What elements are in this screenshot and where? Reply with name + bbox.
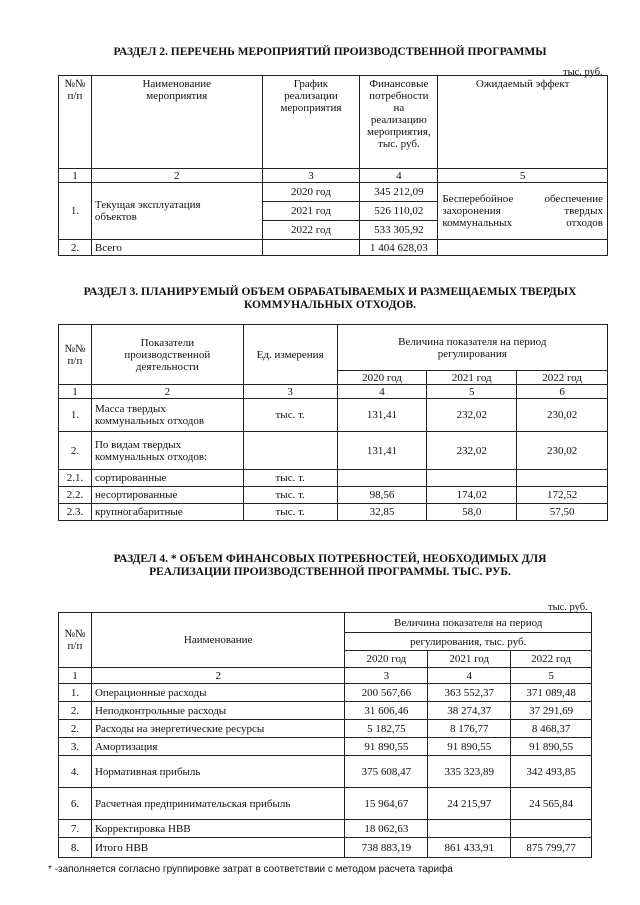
s2-row2-amount: 1 404 628,03 — [360, 240, 438, 256]
s4-row1-v2021: 363 552,37 — [428, 684, 511, 702]
s3-row4-v2021: 174,02 — [427, 487, 517, 504]
s4-row7-name: Корректировка НВВ — [91, 820, 345, 838]
s4-colnum-2: 2 — [91, 668, 345, 684]
s4-row8-name: Итого НВВ — [91, 838, 345, 858]
s2-row1-amount-2021: 526 110,02 — [360, 202, 438, 221]
s4-row5-num: 4. — [59, 756, 92, 788]
s4-row8-num: 8. — [59, 838, 92, 858]
s3-header-value: Величина показателя на период регулирования — [337, 325, 607, 371]
s2-row1-num: 1. — [59, 183, 92, 240]
s4-row5-name: Нормативная прибыль — [91, 756, 345, 788]
s4-colnum-4: 4 — [428, 668, 511, 684]
s3-row2-name: По видам твердых коммунальных отходов: — [91, 432, 243, 470]
s3-row4-v2022: 172,52 — [517, 487, 608, 504]
s3-row4-name: несортированные — [91, 487, 243, 504]
s4-colnum-1: 1 — [59, 668, 92, 684]
s4-row1-v2020: 200 567,66 — [345, 684, 428, 702]
s3-row5-v2022: 57,50 — [517, 504, 608, 521]
s4-row3-v2022: 8 468,37 — [511, 720, 592, 738]
s3-row3-name: сортированные — [91, 470, 243, 487]
s4-header-year-2020: 2020 год — [345, 651, 428, 668]
s4-row8-v2021: 861 433,91 — [428, 838, 511, 858]
s4-row4-v2021: 91 890,55 — [428, 738, 511, 756]
s4-header-year-2021: 2021 год — [428, 651, 511, 668]
s3-row2-unit — [243, 432, 337, 470]
s4-row1-name: Операционные расходы — [91, 684, 345, 702]
section3-table — [58, 324, 608, 521]
s3-row4-unit: тыс. т. — [243, 487, 337, 504]
s4-row2-v2020: 31 606,46 — [345, 702, 428, 720]
s3-row4-v2020: 98,56 — [337, 487, 427, 504]
s4-row5-v2020: 375 608,47 — [345, 756, 428, 788]
s3-colnum-3: 3 — [243, 385, 337, 399]
s3-row3-v2020 — [337, 470, 427, 487]
s2-row2-empty-effect — [438, 240, 608, 256]
s4-colnum-5: 5 — [511, 668, 592, 684]
section4-title: РАЗДЕЛ 4. * ОБЪЕМ ФИНАНСОВЫХ ПОТРЕБНОСТЕЙ, НЕОБХОДИМЫХ ДЛЯ РЕАЛИЗАЦИИ ПРОИЗВОДСТВЕННОЙ ПРОГРАММЫ. ТЫС. РУБ. — [113, 553, 547, 578]
s3-row2-num: 2. — [59, 432, 92, 470]
s4-row4-num: 3. — [59, 738, 92, 756]
s2-row1-year-2021: 2021 год — [262, 202, 360, 221]
s2-colnum-2: 2 — [91, 169, 262, 183]
section3-title: РАЗДЕЛ 3. ПЛАНИРУЕМЫЙ ОБЪЕМ ОБРАБАТЫВАЕМЫХ И РАЗМЕЩАЕМЫХ ТВЕРДЫХ КОММУНАЛЬНЫХ ОТХОДОВ. — [83, 286, 577, 311]
s4-row5-v2021: 335 323,89 — [428, 756, 511, 788]
s2-header-finance: Финансовые потребности на реализацию мероприятия, тыс. руб. — [360, 76, 438, 169]
s3-row1-name: Масса твердых коммунальных отходов — [91, 399, 243, 432]
s3-row5-unit: тыс. т. — [243, 504, 337, 521]
s4-row6-num: 6. — [59, 788, 92, 820]
s3-header-year-2022: 2022 год — [517, 371, 608, 385]
s4-row2-num: 2. — [59, 702, 92, 720]
s3-row1-v2020: 131,41 — [337, 399, 427, 432]
s3-row5-num: 2.3. — [59, 504, 92, 521]
s4-row2-v2021: 38 274,37 — [428, 702, 511, 720]
s4-row6-v2020: 15 964,67 — [345, 788, 428, 820]
section4-table — [58, 612, 592, 858]
s4-row6-name: Расчетная предпринимательская прибыль — [91, 788, 345, 820]
s2-row1-amount-2022: 533 305,92 — [360, 221, 438, 240]
s2-colnum-5: 5 — [438, 169, 608, 183]
s4-row7-v2022 — [511, 820, 592, 838]
s3-row2-v2020: 131,41 — [337, 432, 427, 470]
s4-header-year-2022: 2022 год — [511, 651, 592, 668]
s4-header-num: №№ п/п — [59, 613, 92, 668]
s2-colnum-1: 1 — [59, 169, 92, 183]
s3-row5-name: крупногабаритные — [91, 504, 243, 521]
s4-row1-v2022: 371 089,48 — [511, 684, 592, 702]
s3-row5-v2020: 32,85 — [337, 504, 427, 521]
s4-row3-num: 2. — [59, 720, 92, 738]
section2-table — [58, 75, 608, 256]
s4-row8-v2022: 875 799,77 — [511, 838, 592, 858]
s2-row2-num: 2. — [59, 240, 92, 256]
s2-header-num: №№ п/п — [59, 76, 92, 169]
s2-row1-effect: Бесперебойное обеспечение захоронения твердых коммунальных отходов — [438, 183, 608, 240]
s2-colnum-3: 3 — [262, 169, 360, 183]
s4-row3-v2021: 8 176,77 — [428, 720, 511, 738]
s2-row2-name: Всего — [91, 240, 262, 256]
s4-row6-v2022: 24 565,84 — [511, 788, 592, 820]
s3-row1-v2021: 232,02 — [427, 399, 517, 432]
s4-row8-v2020: 738 883,19 — [345, 838, 428, 858]
s3-header-year-2021: 2021 год — [427, 371, 517, 385]
s3-colnum-4: 4 — [337, 385, 427, 399]
s4-row3-v2020: 5 182,75 — [345, 720, 428, 738]
s2-row1-name: Текущая эксплуатация объектов — [91, 183, 262, 240]
s2-header-schedule: График реализации мероприятия — [262, 76, 360, 169]
s3-row1-v2022: 230,02 — [517, 399, 608, 432]
s3-colnum-2: 2 — [91, 385, 243, 399]
s3-row3-v2021 — [427, 470, 517, 487]
s4-row5-v2022: 342 493,85 — [511, 756, 592, 788]
s4-header-value2: регулирования, тыс. руб. — [345, 633, 592, 651]
s4-row3-name: Расходы на энергетические ресурсы — [91, 720, 345, 738]
s3-header-year-2020: 2020 год — [337, 371, 427, 385]
s3-colnum-5: 5 — [427, 385, 517, 399]
s4-row4-name: Амортизация — [91, 738, 345, 756]
s2-header-name: Наименование мероприятия — [91, 76, 262, 169]
s4-row7-num: 7. — [59, 820, 92, 838]
s3-header-num: №№ п/п — [59, 325, 92, 385]
s3-row5-v2021: 58,0 — [427, 504, 517, 521]
s3-row4-num: 2.2. — [59, 487, 92, 504]
s3-header-unit: Ед. измерения — [243, 325, 337, 385]
section4-unit: тыс. руб. — [548, 602, 588, 613]
s4-colnum-3: 3 — [345, 668, 428, 684]
s3-colnum-6: 6 — [517, 385, 608, 399]
s4-row4-v2020: 91 890,55 — [345, 738, 428, 756]
s3-row2-v2021: 232,02 — [427, 432, 517, 470]
s2-row1-year-2022: 2022 год — [262, 221, 360, 240]
s4-header-value1: Величина показателя на период — [345, 613, 592, 633]
s3-row2-v2022: 230,02 — [517, 432, 608, 470]
s3-colnum-1: 1 — [59, 385, 92, 399]
section2-unit: тыс. руб. — [563, 67, 603, 78]
s3-row1-num: 1. — [59, 399, 92, 432]
section2-title: РАЗДЕЛ 2. ПЕРЕЧЕНЬ МЕРОПРИЯТИЙ ПРОИЗВОДСТВЕННОЙ ПРОГРАММЫ — [113, 46, 547, 58]
s2-row1-amount-2020: 345 212,09 — [360, 183, 438, 202]
footnote: * -заполняется согласно группировке затрат в соответствии с методом расчета тарифа — [48, 864, 453, 875]
s4-row4-v2022: 91 890,55 — [511, 738, 592, 756]
s2-row2-empty — [262, 240, 360, 256]
s2-header-effect: Ожидаемый эффект — [438, 76, 608, 169]
s4-row7-v2021 — [428, 820, 511, 838]
s2-colnum-4: 4 — [360, 169, 438, 183]
s4-row2-v2022: 37 291,69 — [511, 702, 592, 720]
s3-header-indicator: Показатели производственной деятельности — [91, 325, 243, 385]
s2-row1-year-2020: 2020 год — [262, 183, 360, 202]
s4-header-name: Наименование — [91, 613, 345, 668]
s3-row3-unit: тыс. т. — [243, 470, 337, 487]
s4-row6-v2021: 24 215,97 — [428, 788, 511, 820]
s3-row3-v2022 — [517, 470, 608, 487]
s4-row7-v2020: 18 062,63 — [345, 820, 428, 838]
s3-row1-unit: тыс. т. — [243, 399, 337, 432]
s3-row3-num: 2.1. — [59, 470, 92, 487]
s4-row2-name: Неподконтрольные расходы — [91, 702, 345, 720]
s4-row1-num: 1. — [59, 684, 92, 702]
